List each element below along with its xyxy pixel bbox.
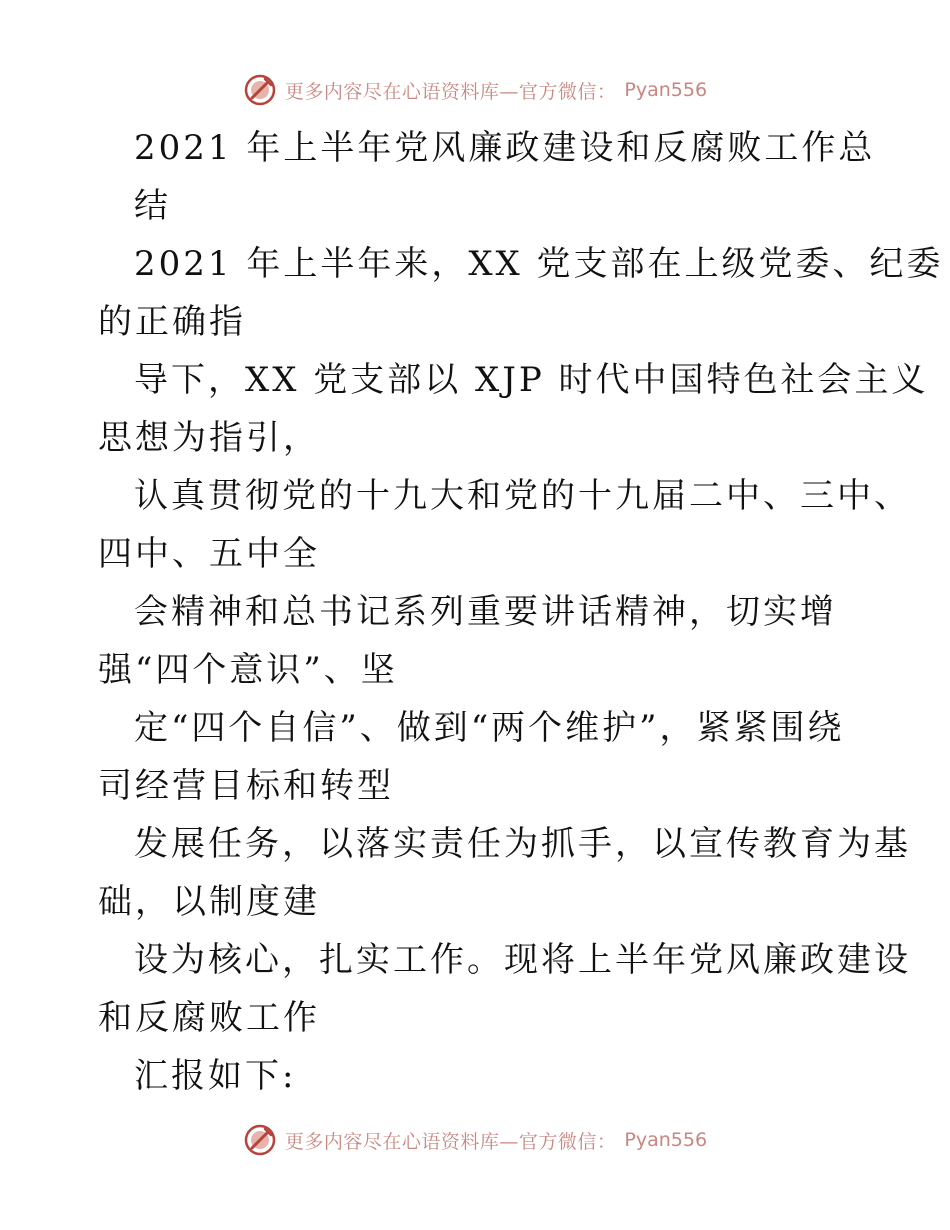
footer-watermark (0, 1120, 950, 1160)
paragraph-line: 司经营目标和转型 (98, 766, 394, 806)
paragraph-line: 会精神和总书记系列重要讲话精神，切实增 (134, 592, 837, 632)
paragraph-line: 四中、五中全 (98, 534, 320, 574)
paragraph-line: 设为核心，扎实工作。现将上半年党风廉政建设 (134, 940, 911, 980)
seal-logo-icon (243, 1123, 277, 1157)
paragraph-line: 础，以制度建 (98, 882, 320, 922)
watermark-text: 更多内容尽在心语资料库—官方微信： (284, 80, 617, 103)
document-title-line-2: 结 (134, 186, 171, 226)
paragraph-line: 2021 年上半年来，XX 党支部在上级党委、纪委 (134, 244, 944, 284)
watermark-contact: Pyan556 (624, 1129, 708, 1151)
paragraph-line: 发展任务，以落实责任为抓手，以宣传教育为基 (134, 824, 911, 864)
document-title-line-1: 2021 年上半年党风廉政建设和反腐败工作总 (134, 128, 876, 168)
paragraph-line: 导下，XX 党支部以 XJP 时代中国特色社会主义 (134, 360, 929, 400)
paragraph-line: 思想为指引， (98, 418, 320, 458)
paragraph-line: 认真贯彻党的十九大和党的十九届二中、三中、 (134, 476, 911, 516)
paragraph-line: 定“四个自信”、做到“两个维护”，紧紧围绕 (134, 708, 845, 748)
watermark-text: 更多内容尽在心语资料库—官方微信： (284, 1130, 617, 1153)
watermark-contact: Pyan556 (624, 79, 708, 101)
paragraph-line: 强“四个意识”、坚 (98, 650, 398, 690)
paragraph-line: 汇报如下: (134, 1056, 297, 1096)
paragraph-line: 的正确指 (98, 302, 246, 342)
paragraph-line: 和反腐败工作 (98, 998, 320, 1038)
